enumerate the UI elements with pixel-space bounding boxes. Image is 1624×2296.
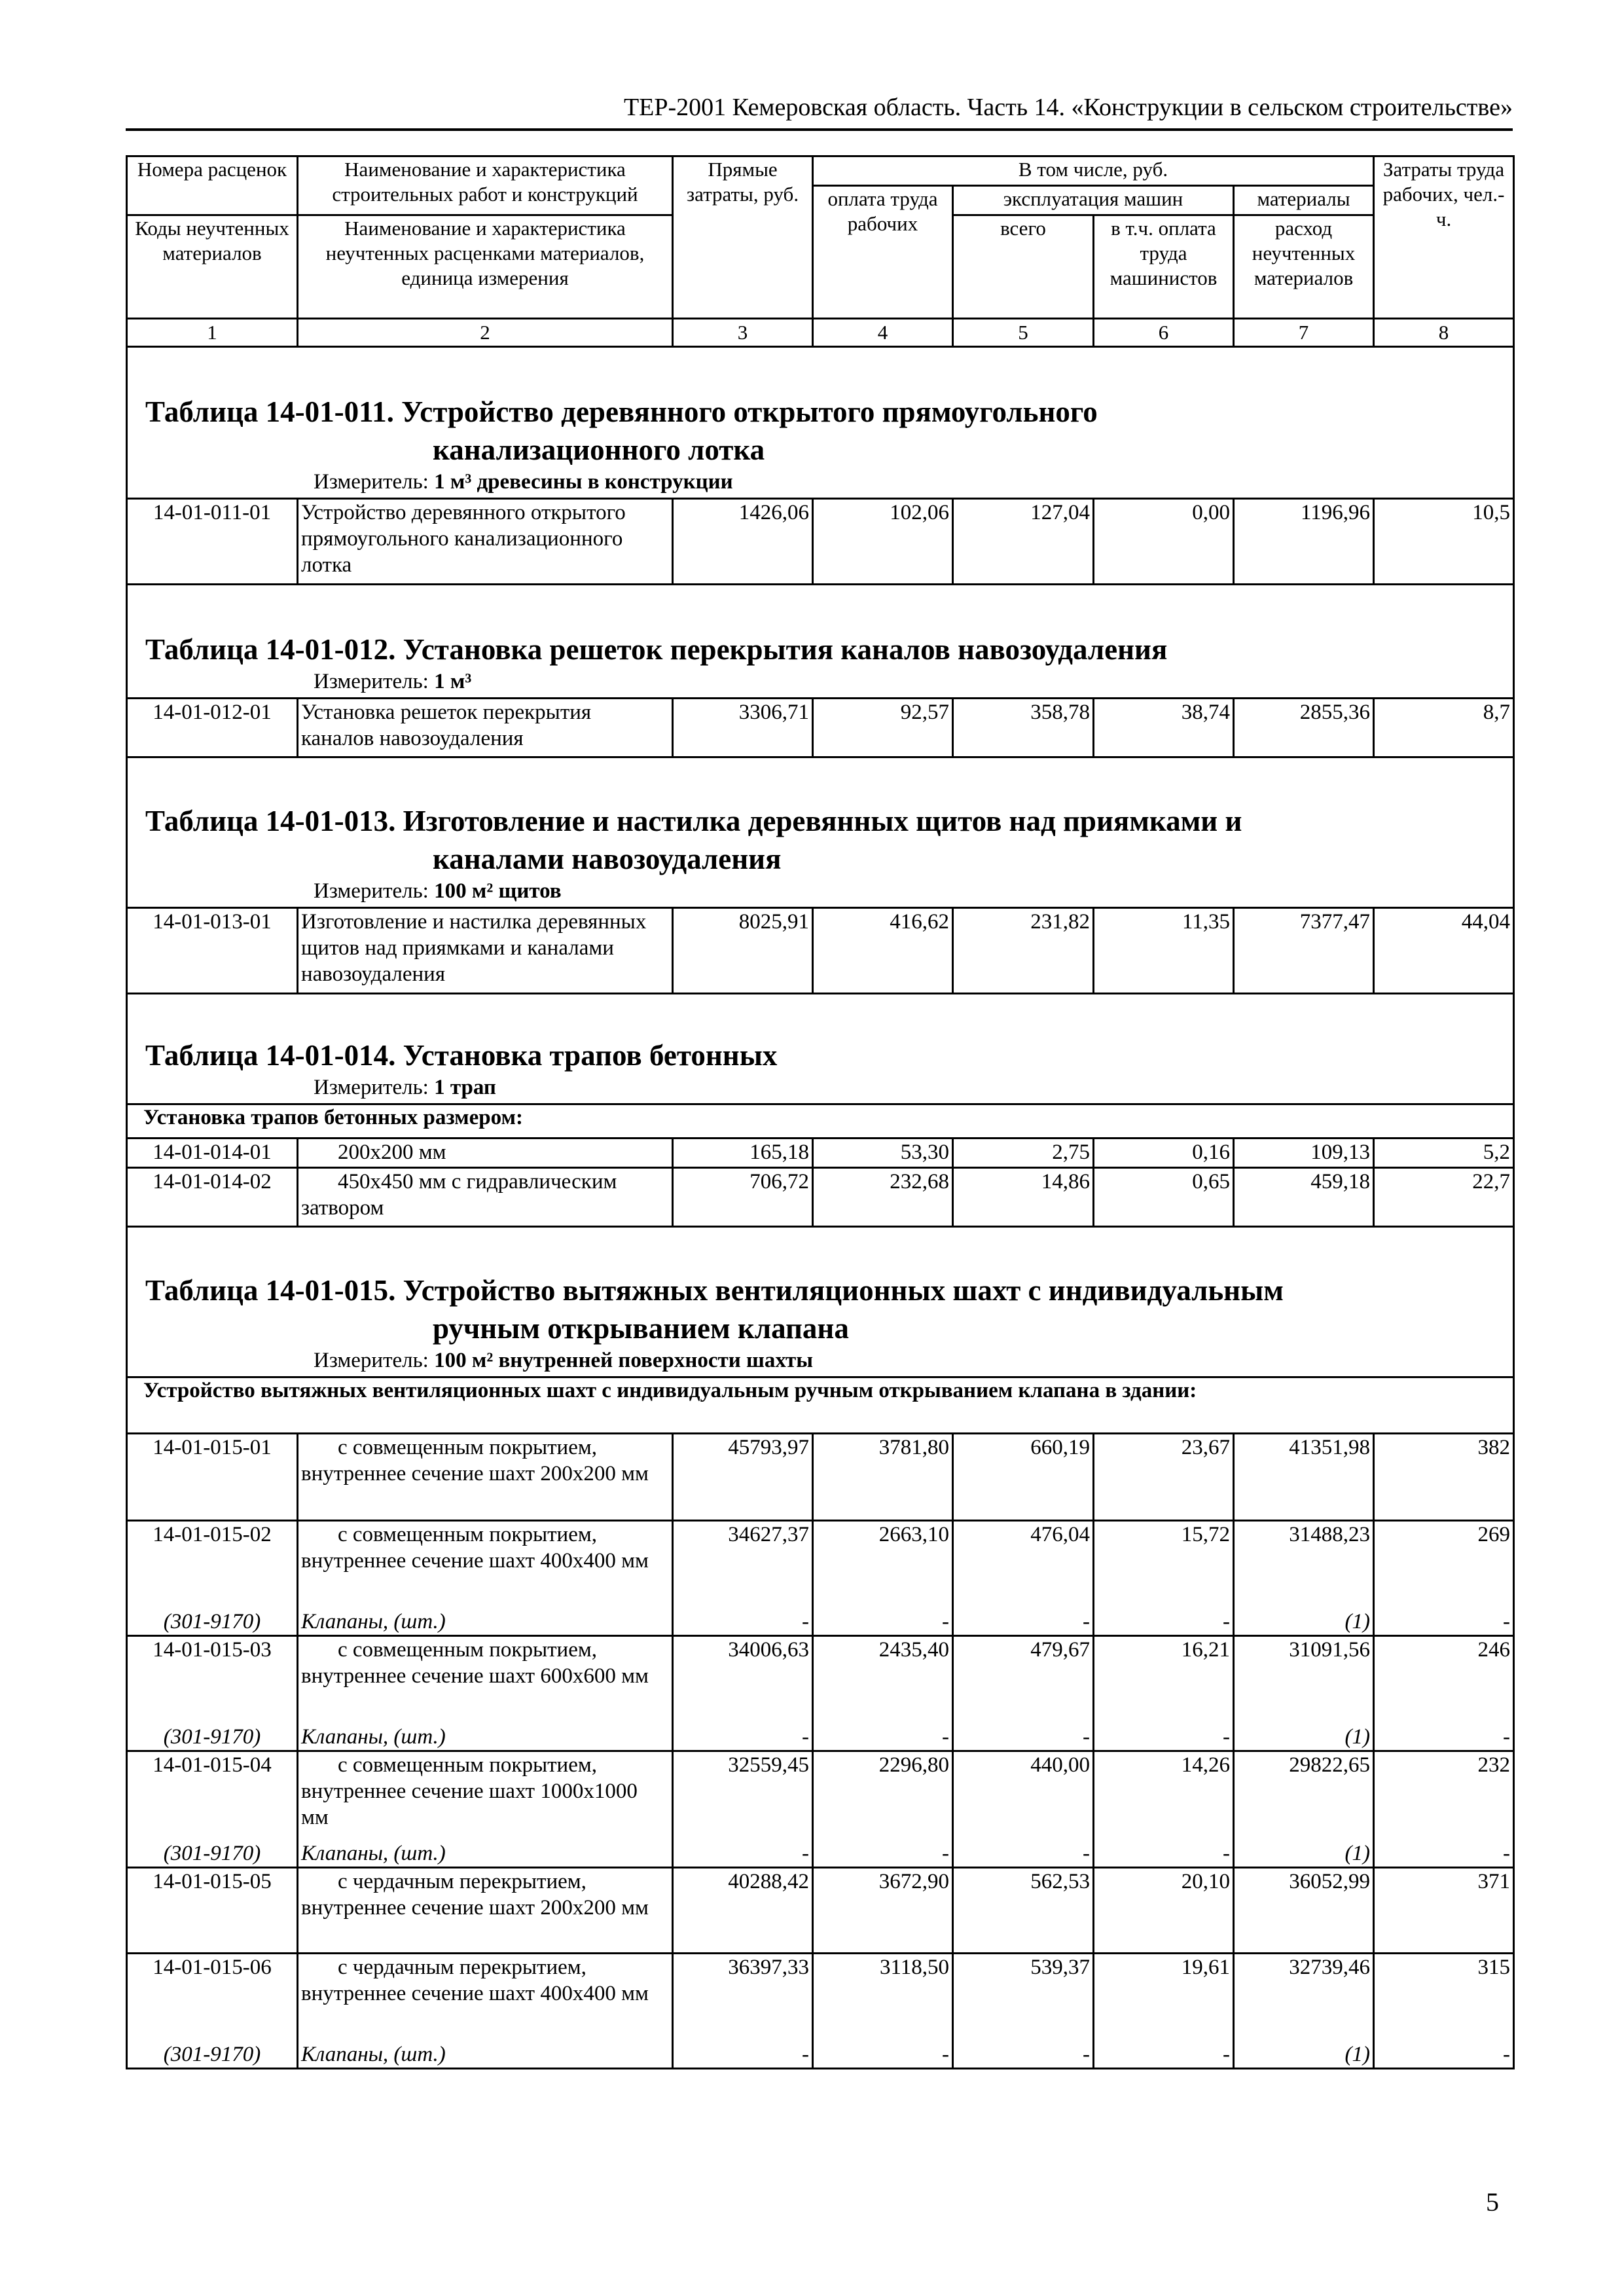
- value-text: 358,78: [1030, 701, 1090, 724]
- header-col1-bottom: Коды неучтенных материалов: [127, 215, 298, 319]
- material-value: -: [1223, 1610, 1230, 1633]
- value-cell: [813, 699, 953, 757]
- rate-description: [298, 1868, 673, 1954]
- value-cell: [813, 1751, 953, 1868]
- measure-value: 100 м² щитов: [434, 879, 562, 903]
- value-text: 32739,46: [1289, 1956, 1371, 1979]
- value-text: 8025,91: [738, 910, 809, 934]
- section-title-line: Таблица 14-01-013. Изготовление и настилка деревянных щитов над приямками и: [145, 805, 1242, 837]
- rate-code-text: 14-01-014-02: [153, 1170, 272, 1194]
- rate-description-text: с совмещенным покрытием, внутреннее сечение шахт 600х600 мм: [301, 1638, 649, 1688]
- table-row: [127, 1434, 1514, 1521]
- value-text: 45793,97: [728, 1436, 809, 1459]
- value-cell: [953, 908, 1094, 994]
- value-text: 2296,80: [878, 1753, 949, 1777]
- rate-description-text: Изготовление и настилка деревянных щитов над приямками и каналами навозоудаления: [301, 910, 647, 986]
- rate-description: [298, 499, 673, 585]
- rate-code: [127, 499, 298, 585]
- value-cell: [953, 1139, 1094, 1168]
- column-number: 6: [1094, 319, 1234, 347]
- measure-label: Измеритель:: [314, 879, 429, 903]
- value-cell: [1234, 1636, 1374, 1751]
- value-text: 3306,71: [738, 701, 809, 724]
- value-text: 29822,65: [1289, 1753, 1371, 1777]
- rate-code: [127, 1636, 298, 1751]
- material-value: (1): [1344, 1610, 1371, 1633]
- value-cell: [1234, 1168, 1374, 1227]
- material-value: -: [1223, 2043, 1230, 2066]
- section-title: [128, 802, 1513, 878]
- material-value: -: [802, 1842, 809, 1865]
- rate-description-text: с чердачным перекрытием, внутреннее сечение шахт 400х400 мм: [301, 1956, 649, 2005]
- value-cell: [953, 1751, 1094, 1868]
- value-text: 2855,36: [1299, 701, 1371, 724]
- value-cell: [1374, 1434, 1514, 1521]
- value-cell: [673, 1521, 813, 1636]
- value-text: 440,00: [1030, 1753, 1090, 1777]
- measure-label: Измеритель:: [314, 670, 429, 693]
- value-text: 11,35: [1182, 910, 1230, 934]
- value-text: 459,18: [1310, 1170, 1371, 1194]
- table-row: [127, 908, 1514, 994]
- value-text: 34006,63: [728, 1638, 809, 1662]
- value-cell: [953, 1434, 1094, 1521]
- material-value: (1): [1344, 1842, 1371, 1865]
- value-text: 0,16: [1192, 1140, 1230, 1164]
- rate-code: [127, 1168, 298, 1227]
- value-cell: [1094, 1139, 1234, 1168]
- subheader-text: Установка трапов бетонных размером:: [143, 1106, 523, 1129]
- header-machines: эксплуатация машин: [953, 186, 1234, 215]
- header-machines-total: всего: [953, 215, 1094, 319]
- value-text: 269: [1477, 1523, 1511, 1546]
- measure-value: 1 трап: [434, 1076, 496, 1099]
- section-title-line: Таблица 14-01-011. Устройство деревянного открытого прямоугольного: [145, 395, 1098, 428]
- price-table: [126, 155, 1515, 2069]
- section-measure: [128, 878, 1513, 907]
- subheader-text: Устройство вытяжных вентиляционных шахт с индивидуальным ручным открыванием клапана в здании:: [143, 1379, 1197, 1402]
- value-text: 44,04: [1461, 910, 1511, 934]
- section-subheader: [127, 1377, 1514, 1434]
- column-number: 5: [953, 319, 1094, 347]
- value-cell: [1234, 1434, 1374, 1521]
- table-row: [127, 699, 1514, 757]
- measure-label: Измеритель:: [314, 470, 429, 494]
- value-cell: [1374, 1521, 1514, 1636]
- value-text: 0,00: [1192, 501, 1230, 524]
- value-text: 19,61: [1181, 1956, 1230, 1979]
- value-text: 539,37: [1030, 1956, 1090, 1979]
- value-cell: [673, 1139, 813, 1168]
- table-row: [127, 1868, 1514, 1954]
- value-text: 32559,45: [728, 1753, 809, 1777]
- value-text: 15,72: [1181, 1523, 1230, 1546]
- value-cell: [1234, 1139, 1374, 1168]
- section-measure: [128, 469, 1513, 498]
- material-value: -: [802, 2043, 809, 2066]
- value-text: 232: [1477, 1753, 1511, 1777]
- material-value: -: [802, 1725, 809, 1749]
- header-materials: материалы: [1234, 186, 1374, 215]
- section-title-line: канализационного лотка: [433, 433, 765, 466]
- material-value: -: [1503, 1610, 1511, 1633]
- value-text: 476,04: [1030, 1523, 1090, 1546]
- rate-code: [127, 1139, 298, 1168]
- rate-code: [127, 908, 298, 994]
- section-title: [128, 393, 1513, 469]
- value-cell: [1234, 1954, 1374, 2069]
- value-cell: [1374, 1168, 1514, 1227]
- value-cell: [1234, 908, 1374, 994]
- table-row: [127, 1636, 1514, 1751]
- value-text: 102,06: [890, 501, 949, 524]
- material-value: -: [1083, 1842, 1090, 1865]
- value-cell: [1094, 908, 1234, 994]
- value-cell: [1374, 1139, 1514, 1168]
- rate-description: [298, 1636, 673, 1751]
- rate-description: [298, 908, 673, 994]
- value-cell: [953, 1868, 1094, 1954]
- section-subheader: [127, 1104, 1514, 1139]
- table-row: [127, 1139, 1514, 1168]
- value-cell: [953, 499, 1094, 585]
- value-text: 315: [1477, 1956, 1511, 1979]
- rate-description-text: с совмещенным покрытием, внутреннее сечение шахт 1000х1000 мм: [301, 1753, 638, 1829]
- header-labor-pay: оплата труда рабочих: [813, 186, 953, 319]
- value-cell: [813, 1434, 953, 1521]
- value-cell: [1374, 1954, 1514, 2069]
- value-cell: [813, 1636, 953, 1751]
- rate-code: [127, 699, 298, 757]
- material-value: -: [1503, 2043, 1511, 2066]
- material-value: -: [1223, 1842, 1230, 1865]
- value-text: 7377,47: [1299, 910, 1371, 934]
- rate-code-text: 14-01-014-01: [153, 1140, 272, 1164]
- value-cell: [673, 1954, 813, 2069]
- value-text: 706,72: [749, 1170, 809, 1194]
- value-cell: [673, 1751, 813, 1868]
- header-direct-costs: Прямые затраты, руб.: [673, 156, 813, 319]
- section-header: [127, 347, 1514, 499]
- value-cell: [673, 1168, 813, 1227]
- value-cell: [673, 1636, 813, 1751]
- measure-value: 1 м³: [434, 670, 472, 693]
- value-cell: [953, 1954, 1094, 2069]
- value-cell: [1234, 499, 1374, 585]
- value-cell: [813, 1954, 953, 2069]
- header-materials-unaccounted: расход неучтенных материалов: [1234, 215, 1374, 319]
- material-name: Клапаны, (шт.): [301, 1610, 446, 1633]
- section-measure: [128, 1347, 1513, 1376]
- header-col2-top: Наименование и характеристика строительных работ и конструкций: [298, 156, 673, 215]
- rate-code-text: 14-01-011-01: [153, 501, 272, 524]
- value-text: 0,65: [1192, 1170, 1230, 1194]
- value-text: 109,13: [1310, 1140, 1371, 1164]
- material-value: -: [1503, 1725, 1511, 1749]
- rate-code: [127, 1954, 298, 2069]
- value-cell: [813, 499, 953, 585]
- material-value: (1): [1344, 2043, 1371, 2066]
- value-cell: [1094, 1868, 1234, 1954]
- value-cell: [1374, 1751, 1514, 1868]
- measure-label: Измеритель:: [314, 1076, 429, 1099]
- value-cell: [1094, 1168, 1234, 1227]
- rate-description-text: Устройство деревянного открытого прямоугольного канализационного лотка: [301, 501, 626, 577]
- section-title-line: Таблица 14-01-012. Установка решеток перекрытия каналов навозоудаления: [145, 633, 1168, 666]
- rate-code-text: 14-01-015-06: [153, 1956, 272, 1979]
- value-cell: [673, 499, 813, 585]
- value-cell: [673, 699, 813, 757]
- value-text: 562,53: [1030, 1870, 1090, 1893]
- value-cell: [813, 1521, 953, 1636]
- value-text: 36052,99: [1289, 1870, 1371, 1893]
- material-value: -: [1083, 2043, 1090, 2066]
- rate-code: [127, 1434, 298, 1521]
- rate-description: [298, 1751, 673, 1868]
- value-text: 36397,33: [728, 1956, 809, 1979]
- value-text: 10,5: [1472, 501, 1511, 524]
- rate-description: [298, 1168, 673, 1227]
- value-cell: [673, 908, 813, 994]
- value-text: 22,7: [1472, 1170, 1511, 1194]
- value-text: 232,68: [890, 1170, 949, 1194]
- value-text: 246: [1477, 1638, 1511, 1662]
- rate-code: [127, 1521, 298, 1636]
- material-value: -: [942, 2043, 949, 2066]
- value-cell: [1374, 1868, 1514, 1954]
- section-measure: [128, 668, 1513, 697]
- material-value: -: [942, 1842, 949, 1865]
- value-cell: [1094, 699, 1234, 757]
- value-text: 40288,42: [728, 1870, 809, 1893]
- table-row: [127, 1954, 1514, 2069]
- value-cell: [1094, 1434, 1234, 1521]
- material-name: Клапаны, (шт.): [301, 1725, 446, 1749]
- rate-description-text: 200х200 мм: [338, 1140, 446, 1164]
- value-text: 3781,80: [878, 1436, 949, 1459]
- value-cell: [1374, 908, 1514, 994]
- column-number: 3: [673, 319, 813, 347]
- value-cell: [1234, 1751, 1374, 1868]
- section-measure: [128, 1074, 1513, 1103]
- rate-description-text: с совмещенным покрытием, внутреннее сечение шахт 200х200 мм: [301, 1436, 649, 1485]
- value-cell: [673, 1868, 813, 1954]
- material-name: Клапаны, (шт.): [301, 2043, 446, 2066]
- material-name: Клапаны, (шт.): [301, 1842, 446, 1865]
- rate-code-text: 14-01-015-03: [153, 1638, 272, 1662]
- value-text: 8,7: [1483, 701, 1511, 724]
- value-cell: [1094, 1954, 1234, 2069]
- rate-code: [127, 1751, 298, 1868]
- rate-description: [298, 1434, 673, 1521]
- rate-code-text: 14-01-012-01: [153, 701, 272, 724]
- rate-code-text: 14-01-015-04: [153, 1753, 272, 1777]
- material-value: -: [1083, 1725, 1090, 1749]
- header-machines-operators: в т.ч. оплата труда машинистов: [1094, 215, 1234, 319]
- material-code: (301-9170): [163, 1610, 261, 1633]
- value-text: 38,74: [1181, 701, 1230, 724]
- value-cell: [953, 1636, 1094, 1751]
- value-text: 371: [1477, 1870, 1511, 1893]
- value-text: 660,19: [1030, 1436, 1090, 1459]
- section-title-line: Таблица 14-01-014. Установка трапов бетонных: [145, 1039, 778, 1072]
- rate-description-text: с совмещенным покрытием, внутреннее сечение шахт 400х400 мм: [301, 1523, 649, 1573]
- rate-code-text: 14-01-015-02: [153, 1523, 272, 1546]
- section-header: [127, 585, 1514, 699]
- value-text: 34627,37: [728, 1523, 809, 1546]
- column-number: 1: [127, 319, 298, 347]
- value-text: 16,21: [1181, 1638, 1230, 1662]
- column-number: 4: [813, 319, 953, 347]
- value-text: 1196,96: [1301, 501, 1371, 524]
- value-text: 23,67: [1181, 1436, 1230, 1459]
- column-number: 8: [1374, 319, 1514, 347]
- measure-label: Измеритель:: [314, 1349, 429, 1372]
- value-cell: [1094, 499, 1234, 585]
- value-text: 5,2: [1483, 1140, 1511, 1164]
- column-number: 2: [298, 319, 673, 347]
- running-header: ТЕР-2001 Кемеровская область. Часть 14. «Конструкции в сельском строительстве»: [623, 94, 1513, 121]
- value-text: 31091,56: [1289, 1638, 1371, 1662]
- value-cell: [813, 1139, 953, 1168]
- value-text: 165,18: [749, 1140, 809, 1164]
- rate-code-text: 14-01-015-01: [153, 1436, 272, 1459]
- section-title: [128, 630, 1513, 668]
- value-text: 3672,90: [878, 1870, 949, 1893]
- value-cell: [813, 1868, 953, 1954]
- table-row: [127, 1168, 1514, 1227]
- column-number: 7: [1234, 319, 1374, 347]
- value-text: 31488,23: [1289, 1523, 1371, 1546]
- measure-value: 1 м³ древесины в конструкции: [434, 470, 733, 494]
- rate-description: [298, 1521, 673, 1636]
- value-cell: [1094, 1636, 1234, 1751]
- table-row: [127, 1751, 1514, 1868]
- value-text: 127,04: [1030, 501, 1090, 524]
- table-row: [127, 1521, 1514, 1636]
- value-text: 231,82: [1030, 910, 1090, 934]
- rate-description-text: с чердачным перекрытием, внутреннее сечение шахт 200х200 мм: [301, 1870, 649, 1920]
- page-number: 5: [1486, 2187, 1499, 2217]
- section-title: [128, 1271, 1513, 1347]
- section-title-line: Таблица 14-01-015. Устройство вытяжных вентиляционных шахт с индивидуальным: [145, 1274, 1284, 1307]
- header-rule: [126, 128, 1513, 131]
- value-cell: [1234, 699, 1374, 757]
- header-col2-bottom: Наименование и характеристика неучтенных расценками материалов, единица измерения: [298, 215, 673, 319]
- value-cell: [1234, 1868, 1374, 1954]
- rate-description: [298, 699, 673, 757]
- value-cell: [1374, 499, 1514, 585]
- measure-value: 100 м² внутренней поверхности шахты: [434, 1349, 814, 1372]
- section-title: [128, 1036, 1513, 1074]
- value-text: 41351,98: [1289, 1436, 1371, 1459]
- value-text: 2435,40: [878, 1638, 949, 1662]
- value-cell: [813, 908, 953, 994]
- value-text: 416,62: [890, 910, 949, 934]
- material-value: -: [942, 1610, 949, 1633]
- rate-description-text: Установка решеток перекрытия каналов навозоудаления: [301, 701, 592, 750]
- material-code: (301-9170): [163, 1842, 261, 1865]
- value-text: 3118,50: [879, 1956, 949, 1979]
- header-col1-top: Номера расценок: [127, 156, 298, 215]
- rate-description: [298, 1139, 673, 1168]
- value-cell: [1374, 699, 1514, 757]
- value-text: 14,86: [1041, 1170, 1090, 1194]
- section-header: [127, 994, 1514, 1104]
- material-value: -: [1223, 1725, 1230, 1749]
- rate-code-text: 14-01-015-05: [153, 1870, 272, 1893]
- value-cell: [1234, 1521, 1374, 1636]
- section-title-line: каналами навозоудаления: [433, 843, 782, 875]
- value-text: 2,75: [1052, 1140, 1090, 1164]
- material-value: -: [942, 1725, 949, 1749]
- value-cell: [953, 699, 1094, 757]
- material-value: -: [1503, 1842, 1511, 1865]
- value-text: 479,67: [1030, 1638, 1090, 1662]
- value-cell: [1094, 1751, 1234, 1868]
- header-including: В том числе, руб.: [813, 156, 1374, 186]
- value-cell: [953, 1168, 1094, 1227]
- value-cell: [673, 1434, 813, 1521]
- section-header: [127, 757, 1514, 908]
- value-text: 1426,06: [738, 501, 809, 524]
- rate-description: [298, 1954, 673, 2069]
- value-cell: [813, 1168, 953, 1227]
- value-text: 14,26: [1181, 1753, 1230, 1777]
- material-value: -: [802, 1610, 809, 1633]
- material-code: (301-9170): [163, 1725, 261, 1749]
- material-value: (1): [1344, 1725, 1371, 1749]
- value-text: 20,10: [1181, 1870, 1230, 1893]
- value-text: 382: [1477, 1436, 1511, 1459]
- material-code: (301-9170): [163, 2043, 261, 2066]
- section-header: [127, 1227, 1514, 1377]
- rate-description-text: 450х450 мм с гидравлическим затвором: [301, 1170, 617, 1220]
- value-cell: [953, 1521, 1094, 1636]
- rate-code: [127, 1868, 298, 1954]
- value-cell: [1374, 1636, 1514, 1751]
- header-labor-hours: Затраты труда рабочих, чел.-ч.: [1374, 156, 1514, 319]
- value-text: 2663,10: [878, 1523, 949, 1546]
- rate-code-text: 14-01-013-01: [153, 910, 272, 934]
- section-title-line: ручным открыванием клапана: [433, 1312, 849, 1345]
- value-cell: [1094, 1521, 1234, 1636]
- material-value: -: [1083, 1610, 1090, 1633]
- value-text: 53,30: [900, 1140, 949, 1164]
- table-row: [127, 499, 1514, 585]
- value-text: 92,57: [900, 701, 949, 724]
